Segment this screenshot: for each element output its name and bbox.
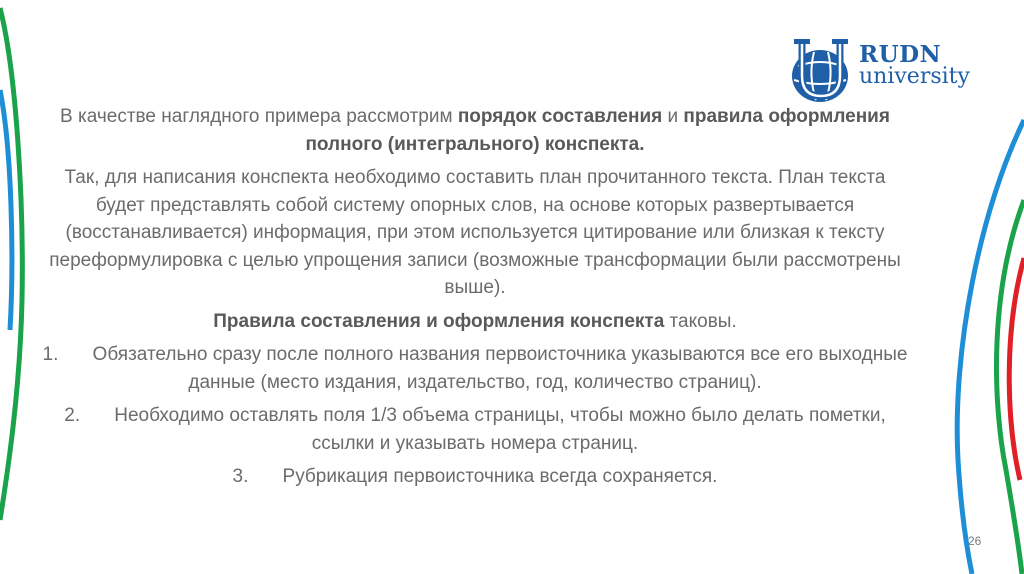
logo-wordmark (859, 41, 970, 89)
intro-bold-1: порядок составления (457, 106, 663, 127)
intro-bold-2: правила оформления полного (интегрального) конспекта. (305, 106, 890, 155)
rules-heading-rest: таковы. (664, 310, 737, 332)
list-item-number: 3. (232, 466, 249, 487)
list-item (40, 463, 910, 491)
list-item (40, 341, 910, 396)
intro-text-1: В качестве наглядного примера рассмотрим (60, 106, 458, 127)
rules-heading-bold: Правила составления и оформления конспекта (213, 310, 665, 332)
logo-line-2: university (859, 64, 970, 89)
intro-text-2: и (662, 106, 684, 127)
logo-line-1: RUDN (859, 41, 942, 68)
list-item-text: Обязательно сразу после полного названия первоисточника указываются все его выходные данные (место издания, издательство, год, количество страниц). (92, 344, 908, 393)
intro-paragraph (40, 103, 910, 158)
list-item-text: Необходимо оставлять поля 1/3 объема страницы, чтобы можно было делать пометки, ссылки и указывать номера страниц. (114, 405, 886, 454)
plan-paragraph: Так, для написания конспекта необходимо составить план прочитанного текста. План текста будет представлять собой систему опорных слов, на основе которых развертывается (восстанавливается) информация, при этом используется цитирование или близкая к тексту переформулировка с целью упрощения записи (возможные трансформации были рассмотрены выше). (49, 167, 901, 298)
list-item-number: 2. (64, 405, 81, 426)
page-number: 26 (968, 534, 982, 548)
list-item (40, 402, 910, 457)
rudn-globe-icon (788, 36, 856, 108)
rules-heading (40, 308, 910, 336)
slide-body (40, 103, 910, 497)
list-item-number: 1. (42, 344, 59, 365)
list-item-text: Рубрикация первоисточника всегда сохраняется. (282, 466, 718, 487)
